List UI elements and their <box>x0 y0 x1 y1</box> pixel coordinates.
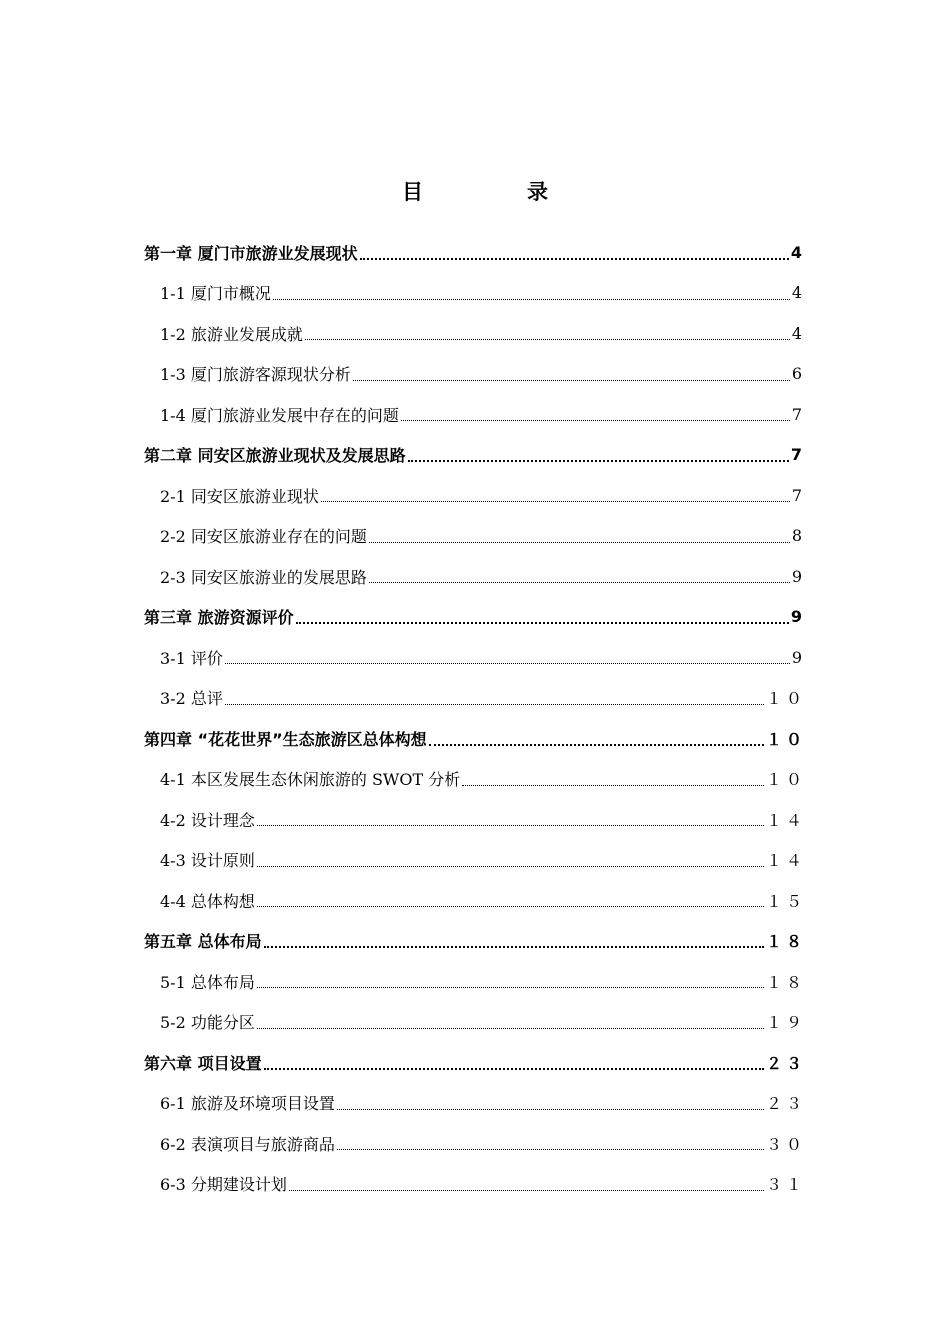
toc-page-number: １０ <box>765 770 806 790</box>
toc-dot-leader <box>257 865 764 867</box>
toc-dot-leader <box>273 298 790 300</box>
toc-section-entry[interactable] <box>144 759 806 800</box>
toc-page-number: １０ <box>765 729 806 749</box>
toc-section-entry[interactable] <box>144 637 806 678</box>
toc-section-entry[interactable] <box>144 313 806 354</box>
toc-section-entry[interactable] <box>144 354 806 395</box>
toc-dot-leader <box>353 379 790 381</box>
toc-dot-leader <box>321 500 790 502</box>
toc-dot-leader <box>360 257 789 260</box>
toc-page-number: １８ <box>765 932 806 952</box>
toc-entry-label: 第六章 项目设置 <box>144 1053 262 1073</box>
toc-chapter-entry[interactable] <box>144 435 806 476</box>
toc-entry-label: 4-3 设计原则 <box>160 851 255 871</box>
toc-entry-label: 6-2 表演项目与旅游商品 <box>160 1134 335 1154</box>
toc-section-entry[interactable] <box>144 880 806 921</box>
toc-page-number: ３０ <box>765 1134 806 1154</box>
toc-dot-leader <box>429 743 764 746</box>
toc-title-char: 录 <box>527 180 548 204</box>
toc-page-number: ２３ <box>765 1053 806 1073</box>
toc-page-number: １４ <box>765 810 806 830</box>
toc-page-number: 4 <box>791 323 806 343</box>
toc-page-number: 7 <box>791 404 806 424</box>
toc-entry-label: 1-2 旅游业发展成就 <box>160 324 303 344</box>
toc-dot-leader <box>257 905 764 907</box>
toc-dot-leader <box>257 986 764 988</box>
toc-entry-label: 第三章 旅游资源评价 <box>144 608 294 628</box>
toc-section-entry[interactable] <box>144 273 806 314</box>
toc-dot-leader <box>289 1189 764 1191</box>
toc-entry-label: 5-1 总体布局 <box>160 972 255 992</box>
toc-page-number: 7 <box>790 445 806 465</box>
toc-page-number: 6 <box>791 364 806 384</box>
toc-dot-leader <box>305 338 790 340</box>
toc-dot-leader <box>264 1067 764 1070</box>
toc-section-entry[interactable] <box>144 840 806 881</box>
toc-entry-label: 6-1 旅游及环境项目设置 <box>160 1094 335 1114</box>
toc-dot-leader <box>337 1148 764 1150</box>
toc-section-entry[interactable] <box>144 516 806 557</box>
toc-dot-leader <box>257 824 764 826</box>
toc-page-number: 9 <box>790 607 806 627</box>
toc-entry-label: 第四章 “花花世界”生态旅游区总体构想 <box>144 729 427 749</box>
toc-entry-label: 4-1 本区发展生态休闲旅游的 SWOT 分析 <box>160 770 461 790</box>
toc-chapter-entry[interactable] <box>144 1042 806 1083</box>
toc-section-entry[interactable] <box>144 961 806 1002</box>
toc-section-entry[interactable] <box>144 1123 806 1164</box>
toc-dot-leader <box>296 621 789 624</box>
toc-dot-leader <box>408 459 789 462</box>
toc-dot-leader <box>462 784 764 786</box>
toc-page-number: 9 <box>791 566 806 586</box>
toc-page-number: １４ <box>765 851 806 871</box>
toc-dot-leader <box>225 662 790 664</box>
toc-chapter-entry[interactable] <box>144 921 806 962</box>
toc-entry-label: 2-1 同安区旅游业现状 <box>160 486 319 506</box>
toc-chapter-entry[interactable] <box>144 232 806 273</box>
toc-dot-leader <box>264 945 764 948</box>
toc-page-number: 9 <box>791 647 806 667</box>
toc-entry-label: 4-4 总体构想 <box>160 891 255 911</box>
toc-entry-label: 第二章 同安区旅游业现状及发展思路 <box>144 446 406 466</box>
toc-page-number: １９ <box>765 1013 806 1033</box>
toc-section-entry[interactable] <box>144 475 806 516</box>
toc-entry-label: 第五章 总体布局 <box>144 932 262 952</box>
toc-entry-label: 2-3 同安区旅游业的发展思路 <box>160 567 367 587</box>
toc-dot-leader <box>369 541 790 543</box>
toc-section-entry[interactable] <box>144 556 806 597</box>
toc-dot-leader <box>257 1027 764 1029</box>
toc-entry-label: 6-3 分期建设计划 <box>160 1175 287 1195</box>
toc-entry-label: 5-2 功能分区 <box>160 1013 255 1033</box>
toc-page-number: １０ <box>765 689 806 709</box>
toc-page-number: 7 <box>791 485 806 505</box>
toc-entry-label: 1-3 厦门旅游客源现状分析 <box>160 365 351 385</box>
toc-dot-leader <box>337 1108 764 1110</box>
toc-title <box>0 176 950 206</box>
toc-dot-leader <box>401 419 790 421</box>
toc-entry-label: 第一章 厦门市旅游业发展现状 <box>144 243 358 263</box>
toc-entry-label: 4-2 设计理念 <box>160 810 255 830</box>
toc-entry-label: 3-2 总评 <box>160 689 223 709</box>
toc-entry-label: 2-2 同安区旅游业存在的问题 <box>160 527 367 547</box>
toc-page-number: １８ <box>765 972 806 992</box>
toc-page-number: １５ <box>765 891 806 911</box>
toc-entry-label: 3-1 评价 <box>160 648 223 668</box>
toc-section-entry[interactable] <box>144 1164 806 1205</box>
toc-section-entry[interactable] <box>144 678 806 719</box>
toc-title-char: 目 <box>402 180 423 204</box>
toc-dot-leader <box>369 581 790 583</box>
toc-section-entry[interactable] <box>144 1002 806 1043</box>
toc-page-number: 4 <box>791 283 806 303</box>
toc-list <box>144 232 806 1204</box>
toc-page-number: ３１ <box>765 1175 806 1195</box>
toc-page-number: 8 <box>791 526 806 546</box>
toc-chapter-entry[interactable] <box>144 718 806 759</box>
toc-chapter-entry[interactable] <box>144 597 806 638</box>
toc-dot-leader <box>225 703 764 705</box>
toc-section-entry[interactable] <box>144 394 806 435</box>
toc-section-entry[interactable] <box>144 1083 806 1124</box>
toc-page-number: 4 <box>790 242 806 262</box>
toc-page-number: ２３ <box>765 1094 806 1114</box>
toc-entry-label: 1-4 厦门旅游业发展中存在的问题 <box>160 405 399 425</box>
toc-section-entry[interactable] <box>144 799 806 840</box>
toc-entry-label: 1-1 厦门市概况 <box>160 284 271 304</box>
